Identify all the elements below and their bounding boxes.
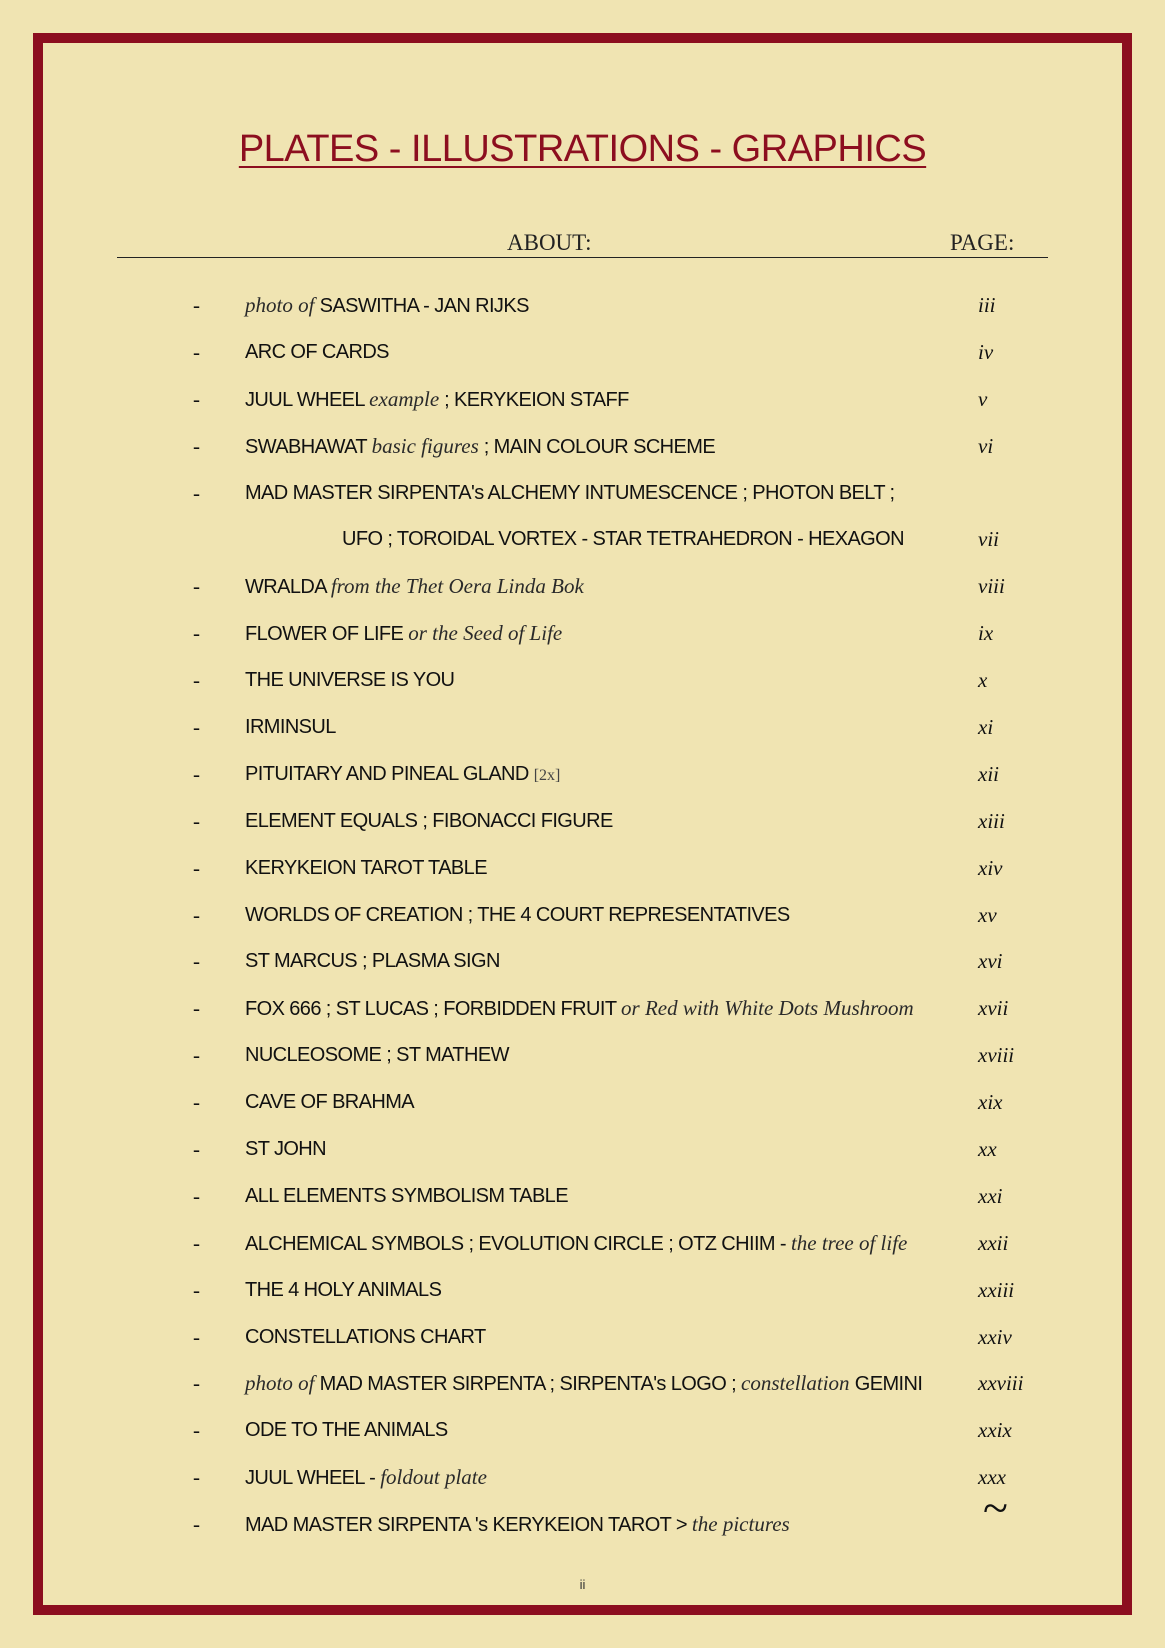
entry-title-text: THE 4 HOLY ANIMALS	[245, 1278, 442, 1301]
entry-page-number: ix	[978, 621, 994, 646]
list-item	[0, 808, 1165, 855]
list-bullet-dash: -	[193, 1137, 200, 1162]
entry-description	[245, 339, 389, 365]
list-bullet-dash: -	[193, 339, 200, 364]
entry-description	[245, 1324, 486, 1350]
page-column-header: PAGE:	[950, 230, 1015, 255]
entry-page-number: xx	[978, 1137, 997, 1162]
list-bullet-dash: -	[193, 1324, 200, 1349]
entry-italic-note: basic figures	[371, 433, 479, 458]
page-number: ii	[579, 1577, 586, 1592]
list-item	[0, 1482, 1165, 1558]
entry-title-text: FOX 666 ; ST LUCAS ; FORBIDDEN FRUIT	[245, 998, 622, 1021]
entry-description	[245, 761, 560, 789]
list-bullet-dash: -	[193, 949, 200, 974]
entry-title-text: CAVE OF BRAHMA	[245, 1091, 415, 1114]
entry-description	[245, 1230, 907, 1257]
list-item	[0, 1136, 1165, 1183]
entry-description	[245, 573, 584, 600]
entry-small-note: [2x]	[533, 766, 561, 784]
list-item	[0, 1230, 1165, 1277]
list-bullet-dash: -	[193, 293, 200, 317]
entry-page-number: vi	[978, 433, 994, 458]
entry-description	[245, 808, 613, 834]
entry-description	[245, 1089, 414, 1115]
list-bullet-dash: -	[193, 1183, 200, 1208]
entry-description	[245, 480, 895, 506]
entry-title-text: ; KERYKEION STAFF	[439, 388, 629, 411]
entry-title-text: GEMINI	[854, 1373, 923, 1396]
list-bullet-dash: -	[193, 1512, 200, 1537]
entry-italic-note: photo of	[245, 1371, 320, 1396]
list-item	[0, 948, 1165, 995]
entry-title-text: ODE TO THE ANIMALS	[245, 1419, 448, 1442]
list-bullet-dash: -	[193, 480, 200, 505]
list-bullet-dash: -	[193, 1418, 200, 1443]
entry-page-number: xiii	[978, 808, 1005, 833]
entry-description	[245, 1511, 790, 1538]
entry-title-text: ST JOHN	[245, 1138, 326, 1161]
entry-page-number: viii	[978, 574, 1005, 599]
entry-italic-note: the tree of life	[790, 1230, 908, 1255]
entry-page-number: xii	[978, 761, 999, 786]
list-item	[0, 714, 1165, 761]
list-item	[0, 1324, 1165, 1371]
entry-page-number: xvii	[978, 996, 1009, 1021]
list-bullet-dash: -	[193, 621, 200, 646]
list-item	[0, 761, 1165, 808]
entry-title-text: MAD MASTER SIRPENTA ; SIRPENTA's LOGO ;	[319, 1373, 742, 1396]
entry-italic-note: foldout plate	[380, 1465, 487, 1490]
entry-title-text: IRMINSUL	[245, 716, 336, 739]
entry-title-text: KERYKEION TAROT TABLE	[245, 856, 487, 879]
list-bullet-dash: -	[193, 1090, 200, 1115]
list-bullet-dash: -	[193, 1277, 200, 1302]
entry-title-text: FLOWER OF LIFE	[245, 623, 409, 646]
entry-page-number: xxiv	[978, 1324, 1012, 1349]
list-item	[0, 855, 1165, 902]
entry-page-number: iv	[978, 339, 994, 364]
entry-title-text: SWABHAWAT	[245, 435, 372, 458]
entry-title-text: ARC OF CARDS	[245, 340, 389, 363]
entry-title-text: ; MAIN COLOUR SCHEME	[478, 435, 716, 458]
entry-description	[245, 902, 790, 928]
entry-italic-note: or the Seed of Life	[408, 621, 563, 646]
list-item	[0, 339, 1165, 386]
entry-title-text: THE UNIVERSE IS YOU	[245, 669, 455, 692]
list-bullet-dash: -	[193, 715, 200, 740]
list-item	[0, 1089, 1165, 1136]
entry-page-number: xiv	[978, 855, 1003, 880]
list-bullet-dash: -	[193, 996, 200, 1021]
entry-page-number: xv	[978, 902, 997, 927]
entry-title-text: WRALDA	[245, 576, 331, 599]
list-bullet-dash: -	[193, 855, 200, 880]
entry-title-text: MAD MASTER SIRPENTA's ALCHEMY INTUMESCENCE ; PHOTON BELT ;	[245, 481, 895, 504]
entry-description	[245, 1277, 441, 1303]
entry-description	[245, 1042, 509, 1068]
entry-description	[245, 433, 715, 460]
list-bullet-dash: -	[193, 386, 200, 411]
entry-description	[245, 667, 454, 693]
entry-title-text: JUUL WHEEL	[245, 388, 370, 411]
entry-title-text: ST MARCUS ; PLASMA SIGN	[245, 950, 500, 973]
entry-description	[245, 948, 500, 974]
list-bullet-dash: -	[193, 1043, 200, 1068]
list-bullet-dash: -	[193, 433, 200, 458]
list-item	[0, 995, 1165, 1042]
entry-page-number: xviii	[978, 1043, 1015, 1068]
entry-page-number: vii	[978, 527, 999, 552]
list-item	[0, 1042, 1165, 1089]
plates-list	[0, 292, 1165, 1558]
list-bullet-dash: -	[193, 574, 200, 599]
entry-description	[245, 855, 487, 881]
entry-page-number: iii	[978, 293, 996, 317]
entry-page-number: xxi	[978, 1183, 1003, 1208]
list-item	[0, 1277, 1165, 1324]
entry-italic-note: constellation	[741, 1371, 855, 1396]
entry-italic-note: example	[369, 386, 440, 411]
list-item	[0, 1417, 1165, 1464]
list-item	[0, 480, 1165, 527]
entry-title-text: SASWITHA - JAN RIJKS	[319, 295, 529, 317]
list-item	[0, 620, 1165, 667]
entry-page-number: x	[978, 668, 988, 693]
list-bullet-dash: -	[193, 1465, 200, 1490]
entry-page-number: xxix	[978, 1418, 1012, 1443]
entry-description	[245, 1183, 568, 1209]
list-item	[0, 667, 1165, 714]
entry-italic-note: photo of	[245, 293, 320, 317]
entry-description	[342, 526, 904, 552]
entry-page-number: xxx	[978, 1465, 1006, 1490]
entry-title-text: CONSTELLATIONS CHART	[245, 1325, 486, 1348]
list-item	[0, 292, 1165, 339]
entry-description	[245, 714, 336, 740]
list-bullet-dash: -	[193, 761, 200, 786]
page-title: PLATES - ILLUSTRATIONS - GRAPHICS	[238, 128, 927, 170]
entry-description	[245, 1464, 487, 1491]
column-header-row	[117, 230, 1048, 258]
entry-page-number: xi	[978, 715, 994, 740]
entry-page-number: xvi	[978, 949, 1003, 974]
list-bullet-dash: -	[193, 1230, 200, 1255]
entry-description	[245, 995, 914, 1022]
entry-italic-note: from the Thet Oera Linda Bok	[330, 574, 584, 599]
list-item	[0, 573, 1165, 620]
entry-page-number: xix	[978, 1090, 1003, 1115]
entry-description	[245, 292, 529, 319]
entry-description	[245, 620, 562, 647]
about-column-header: ABOUT:	[507, 230, 592, 255]
entry-title-text: ELEMENT EQUALS ; FIBONACCI FIGURE	[245, 809, 613, 832]
list-item	[0, 1370, 1165, 1417]
entry-page-number: xxiii	[978, 1277, 1015, 1302]
entry-title-text: PITUITARY AND PINEAL GLAND	[245, 762, 534, 785]
entry-title-text: MAD MASTER SIRPENTA 's KERYKEION TAROT >	[245, 1514, 692, 1537]
entry-page-number: ~	[983, 1482, 1008, 1534]
entry-title-text: NUCLEOSOME ; ST MATHEW	[245, 1044, 509, 1067]
entry-title-text: JUUL WHEEL -	[245, 1467, 381, 1490]
entry-italic-note: or Red with White Dots Mushroom	[621, 996, 914, 1021]
list-bullet-dash: -	[193, 668, 200, 693]
entry-page-number: xxviii	[978, 1371, 1024, 1396]
entry-description	[245, 1136, 326, 1162]
entry-title-text: WORLDS OF CREATION ; THE 4 COURT REPRESENTATIVES	[245, 903, 790, 926]
list-bullet-dash: -	[193, 808, 200, 833]
entry-title-text: ALCHEMICAL SYMBOLS ; EVOLUTION CIRCLE ; OTZ CHIIM -	[245, 1232, 791, 1255]
list-bullet-dash: -	[193, 1371, 200, 1396]
entry-description	[245, 386, 629, 413]
entry-title-text: UFO ; TOROIDAL VORTEX - STAR TETRAHEDRON - HEXAGON	[342, 528, 904, 551]
list-item	[0, 386, 1165, 433]
list-item	[0, 902, 1165, 949]
list-item	[0, 1183, 1165, 1230]
entry-page-number: xxii	[978, 1230, 1009, 1255]
entry-page-number: v	[978, 386, 988, 411]
entry-italic-note: the pictures	[691, 1512, 790, 1537]
list-bullet-dash: -	[193, 902, 200, 927]
entry-description	[245, 1370, 922, 1397]
list-item	[0, 433, 1165, 480]
entry-description	[245, 1417, 448, 1443]
entry-title-text: ALL ELEMENTS SYMBOLISM TABLE	[245, 1184, 568, 1207]
list-item	[0, 526, 1165, 573]
